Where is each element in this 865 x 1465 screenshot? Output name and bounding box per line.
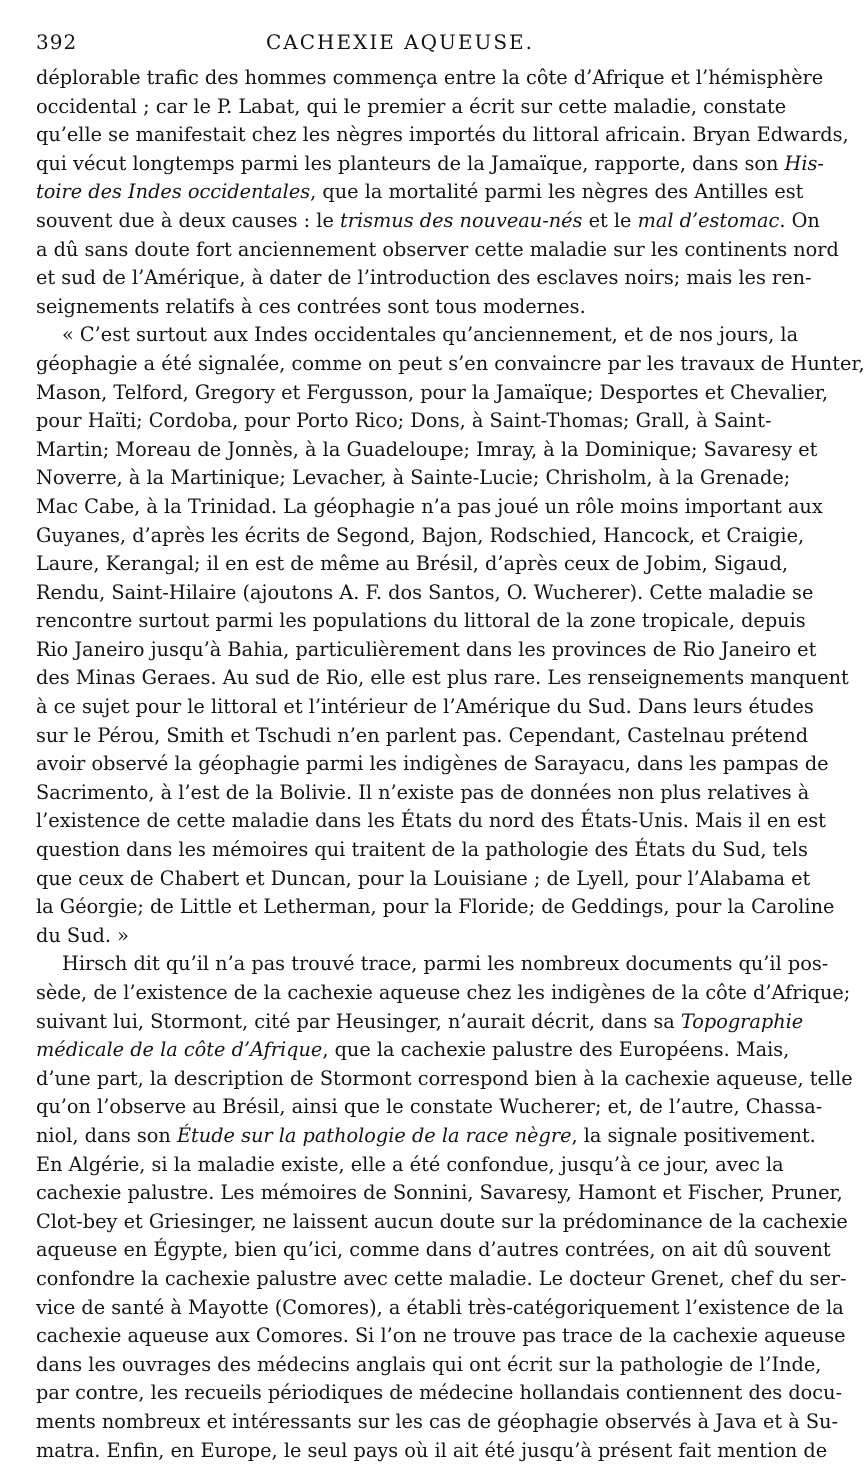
text-line [36, 1036, 764, 1065]
text-line [36, 522, 764, 551]
text-line [36, 836, 764, 865]
page-number: 392 [36, 30, 77, 54]
text-line [36, 865, 764, 894]
text-line [36, 893, 764, 922]
text-segment: Noverre, à la Martinique; Levacher, à Sainte-Lucie; Chrisholm, à la Grenade; [36, 466, 790, 489]
text-segment: pour Haïti; Cordoba, pour Porto Rico; Dons, à Saint-Thomas; Grall, à Saint- [36, 409, 771, 432]
text-segment: avoir observé la géophagie parmi les indigènes de Sarayacu, dans les pampas de [36, 752, 829, 775]
italic-text: toire des Indes occidentales [36, 180, 310, 203]
text-segment: , que la mortalité parmi les nègres des Antilles est [310, 180, 803, 203]
text-segment: déplorable trafic des hommes commença entre la côte d’Afrique et l’hémisphère [36, 66, 823, 89]
text-line [36, 121, 764, 150]
text-line [36, 1236, 764, 1265]
text-segment: sur le Pérou, Smith et Tschudi n’en parlent pas. Cependant, Castelnau prétend [36, 724, 808, 747]
text-line [36, 1379, 764, 1408]
text-segment: du Sud. » [36, 924, 129, 947]
text-segment: qu’on l’observe au Brésil, ainsi que le constate Wucherer; et, de l’autre, Chassa- [36, 1095, 822, 1118]
text-line [36, 464, 764, 493]
body-text [36, 64, 764, 1465]
italic-text: mal d’estomac [638, 209, 780, 232]
text-segment: qu’elle se manifestait chez les nègres importés du littoral africain. Bryan Edwards, [36, 123, 849, 146]
text-segment: l’existence de cette maladie dans les États du nord des États-Unis. Mais il en est [36, 809, 826, 832]
italic-text: trismus des nouveau-nés [340, 209, 582, 232]
text-segment: vice de santé à Mayotte (Comores), a établi très-catégoriquement l’existence de la [36, 1296, 844, 1319]
text-segment: sède, de l’existence de la cachexie aqueuse chez les indigènes de la côte d’Afrique; [36, 981, 850, 1004]
text-line [36, 1093, 764, 1122]
text-line [36, 750, 764, 779]
paragraph [36, 64, 764, 321]
text-segment: aqueuse en Égypte, bien qu’ici, comme dans d’autres contrées, on ait dû souvent [36, 1238, 831, 1261]
text-line [36, 1408, 764, 1437]
text-line [36, 493, 764, 522]
text-segment: dans les ouvrages des médecins anglais qui ont écrit sur la pathologie de l’Inde, [36, 1353, 821, 1376]
text-segment: Laure, Kerangal; il en est de même au Brésil, d’après ceux de Jobim, Sigaud, [36, 552, 788, 575]
text-segment: confondre la cachexie palustre avec cette maladie. Le docteur Grenet, chef du ser- [36, 1267, 847, 1290]
text-line [36, 1265, 764, 1294]
text-segment: cachexie aqueuse aux Comores. Si l’on ne trouve pas trace de la cachexie aqueuse [36, 1324, 846, 1347]
text-line [36, 1008, 764, 1037]
text-segment: d’une part, la description de Stormont correspond bien à la cachexie aqueuse, telle [36, 1067, 853, 1090]
text-line [36, 379, 764, 408]
text-line [36, 321, 764, 350]
italic-text: Étude sur la pathologie de la race nègre [177, 1124, 572, 1147]
text-segment: Mac Cabe, à la Trinidad. La géophagie n’a pas joué un rôle moins important aux [36, 495, 823, 518]
text-segment: . On [779, 209, 819, 232]
text-line [36, 950, 764, 979]
text-line [36, 264, 764, 293]
text-line [36, 1065, 764, 1094]
text-segment: que ceux de Chabert et Duncan, pour la Louisiane ; de Lyell, pour l’Alabama et [36, 867, 810, 890]
text-segment: et le [582, 209, 637, 232]
text-line [36, 779, 764, 808]
text-segment: rencontre surtout parmi les populations du littoral de la zone tropicale, depuis [36, 609, 806, 632]
text-line [36, 1208, 764, 1237]
text-line [36, 350, 764, 379]
text-segment: Sacrimento, à l’est de la Bolivie. Il n’existe pas de données non plus relatives à [36, 781, 809, 804]
text-segment: géophagie a été signalée, comme on peut s’en convaincre par les travaux de Hunter, [36, 352, 865, 375]
text-segment: matra. Enfin, en Europe, le seul pays où il ait été jusqu’à présent fait mention de [36, 1439, 827, 1462]
paragraph [36, 950, 764, 1465]
text-line [36, 1179, 764, 1208]
text-segment: , que la cachexie palustre des Européens. Mais, [322, 1038, 789, 1061]
text-segment: Rendu, Saint-Hilaire (ajoutons A. F. dos Santos, O. Wucherer). Cette maladie se [36, 581, 813, 604]
text-segment: qui vécut longtemps parmi les planteurs de la Jamaïque, rapporte, dans son [36, 152, 785, 175]
text-segment: Hirsch dit qu’il n’a pas trouvé trace, parmi les nombreux documents qu’il pos- [62, 952, 828, 975]
text-segment: En Algérie, si la maladie existe, elle a été confondue, jusqu’à ce jour, avec la [36, 1153, 784, 1176]
text-line [36, 150, 764, 179]
text-line [36, 407, 764, 436]
text-segment: « C’est surtout aux Indes occidentales qu’anciennement, et de nos jours, la [62, 323, 798, 346]
text-segment: , la signale positivement. [572, 1124, 816, 1147]
text-line [36, 93, 764, 122]
text-line [36, 178, 764, 207]
text-segment: suivant lui, Stormont, cité par Heusinger, n’aurait décrit, dans sa [36, 1010, 681, 1033]
text-segment: et sud de l’Amérique, à dater de l’introduction des esclaves noirs; mais les ren- [36, 266, 812, 289]
text-line [36, 436, 764, 465]
text-line [36, 1294, 764, 1323]
text-line [36, 1437, 764, 1465]
text-line [36, 64, 764, 93]
text-segment: Martin; Moreau de Jonnès, à la Guadeloupe; Imray, à la Dominique; Savaresy et [36, 438, 817, 461]
text-line [36, 207, 764, 236]
text-segment: souvent due à deux causes : le [36, 209, 340, 232]
text-line [36, 1322, 764, 1351]
text-segment: niol, dans son [36, 1124, 177, 1147]
text-line [36, 1351, 764, 1380]
italic-text: His- [785, 152, 824, 175]
text-line [36, 1122, 764, 1151]
text-segment: ments nombreux et intéressants sur les cas de géophagie observés à Java et à Su- [36, 1410, 838, 1433]
text-line [36, 550, 764, 579]
text-line [36, 722, 764, 751]
text-segment: la Géorgie; de Little et Letherman, pour la Floride; de Geddings, pour la Caroline [36, 895, 834, 918]
running-head [36, 26, 764, 58]
text-segment: Guyanes, d’après les écrits de Segond, Bajon, Rodschied, Hancock, et Craigie, [36, 524, 804, 547]
text-line [36, 807, 764, 836]
text-segment: à ce sujet pour le littoral et l’intérieur de l’Amérique du Sud. Dans leurs études [36, 695, 814, 718]
text-segment: occidental ; car le P. Labat, qui le premier a écrit sur cette maladie, constate [36, 95, 786, 118]
text-segment: cachexie palustre. Les mémoires de Sonnini, Savaresy, Hamont et Fischer, Pruner, [36, 1181, 843, 1204]
italic-text: Topographie [681, 1010, 803, 1033]
text-segment: a dû sans doute fort anciennement observer cette maladie sur les continents nord [36, 238, 839, 261]
text-line [36, 636, 764, 665]
text-line [36, 293, 764, 322]
text-segment: seignements relatifs à ces contrées sont tous modernes. [36, 295, 586, 318]
text-line [36, 607, 764, 636]
text-segment: des Minas Geraes. Au sud de Rio, elle est plus rare. Les renseignements manquent [36, 666, 849, 689]
text-segment: par contre, les recueils périodiques de médecine hollandais contiennent des docu- [36, 1381, 842, 1404]
paragraph [36, 321, 764, 950]
text-line [36, 693, 764, 722]
text-line [36, 579, 764, 608]
text-segment: Mason, Telford, Gregory et Fergusson, pour la Jamaïque; Desportes et Chevalier, [36, 381, 828, 404]
text-line [36, 979, 764, 1008]
italic-text: médicale de la côte d’Afrique [36, 1038, 322, 1061]
text-line [36, 236, 764, 265]
text-line [36, 664, 764, 693]
text-segment: Clot-bey et Griesinger, ne laissent aucun doute sur la prédominance de la cachexie [36, 1210, 848, 1233]
running-title: CACHEXIE AQUEUSE. [36, 30, 764, 54]
text-line [36, 1151, 764, 1180]
text-segment: Rio Janeiro jusqu’à Bahia, particulièrement dans les provinces de Rio Janeiro et [36, 638, 816, 661]
text-line [36, 922, 764, 951]
text-segment: question dans les mémoires qui traitent de la pathologie des États du Sud, tels [36, 838, 808, 861]
